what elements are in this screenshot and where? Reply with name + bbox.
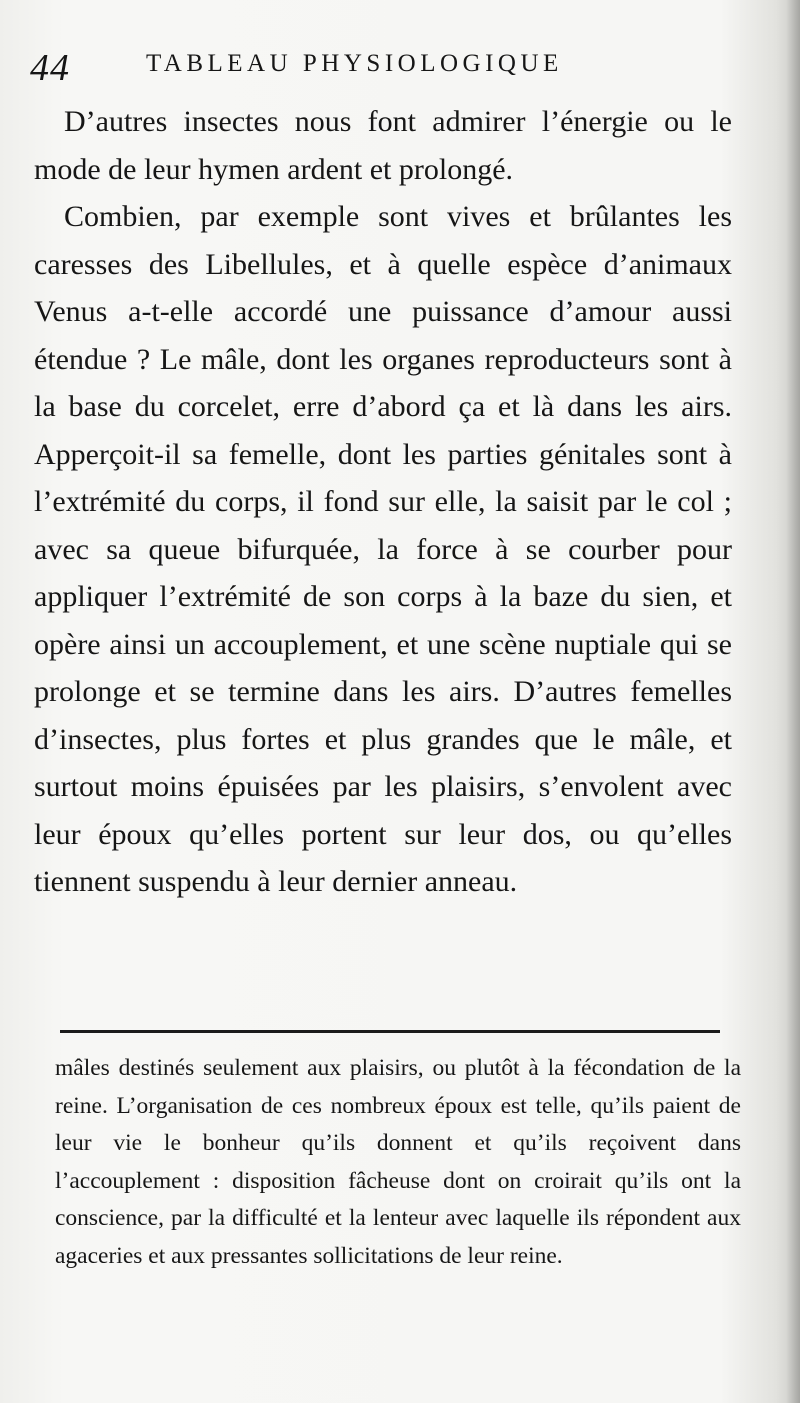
body-paragraph-1: D’autres insectes nous font admirer l’énergie ou le mode de leur hymen ardent et prolongé.: [34, 105, 732, 186]
body-text: [34, 98, 732, 906]
page-edge-shadow: [786, 0, 800, 1403]
running-title: TABLEAU PHYSIOLOGIQUE: [146, 50, 563, 77]
footnote-paragraph: mâles destinés seulement aux plaisirs, ou plutôt à la fécondation de la reine. L’organisation de ces nombreux époux est telle, qu’ils paient de leur vie le bonheur qu’ils donnent et qu’ils reçoivent dans l’accouplement : disposition fâcheuse dont on croirait qu’ils ont la conscience, par la difficulté et la lenteur avec laquelle ils répondent aux agaceries et aux pressantes sollicitations de leur reine.: [55, 1055, 741, 1269]
footnote: [55, 1050, 741, 1276]
page-number: 44: [30, 47, 70, 89]
body-paragraph-2: Combien, par exemple sont vives et brûlantes les caresses des Libellules, et à quelle espèce d’animaux Venus a-t-elle accordé une puissance d’amour aussi étendue ? Le mâle, dont les organes reproducteurs sont à la base du corcelet, erre d’abord ça et là dans les airs. Apperçoit-il sa femelle, dont les parties génitales sont à l’extrémité du corps, il fond sur elle, la saisit par le col ; avec sa queue bifurquée, la force à se courber pour appliquer l’extrémité de son corps à la baze du sien, et opère ainsi un accouplement, et une scène nuptiale qui se prolonge et se termine dans les airs. D’autres femelles d’insectes, plus fortes et plus grandes que le mâle, et surtout moins épuisées par les plaisirs, s’envolent avec leur époux qu’elles portent sur leur dos, ou qu’elles tiennent suspendu à leur dernier anneau.: [34, 200, 732, 898]
page-header: [30, 42, 750, 92]
footnote-divider: [60, 1030, 720, 1033]
